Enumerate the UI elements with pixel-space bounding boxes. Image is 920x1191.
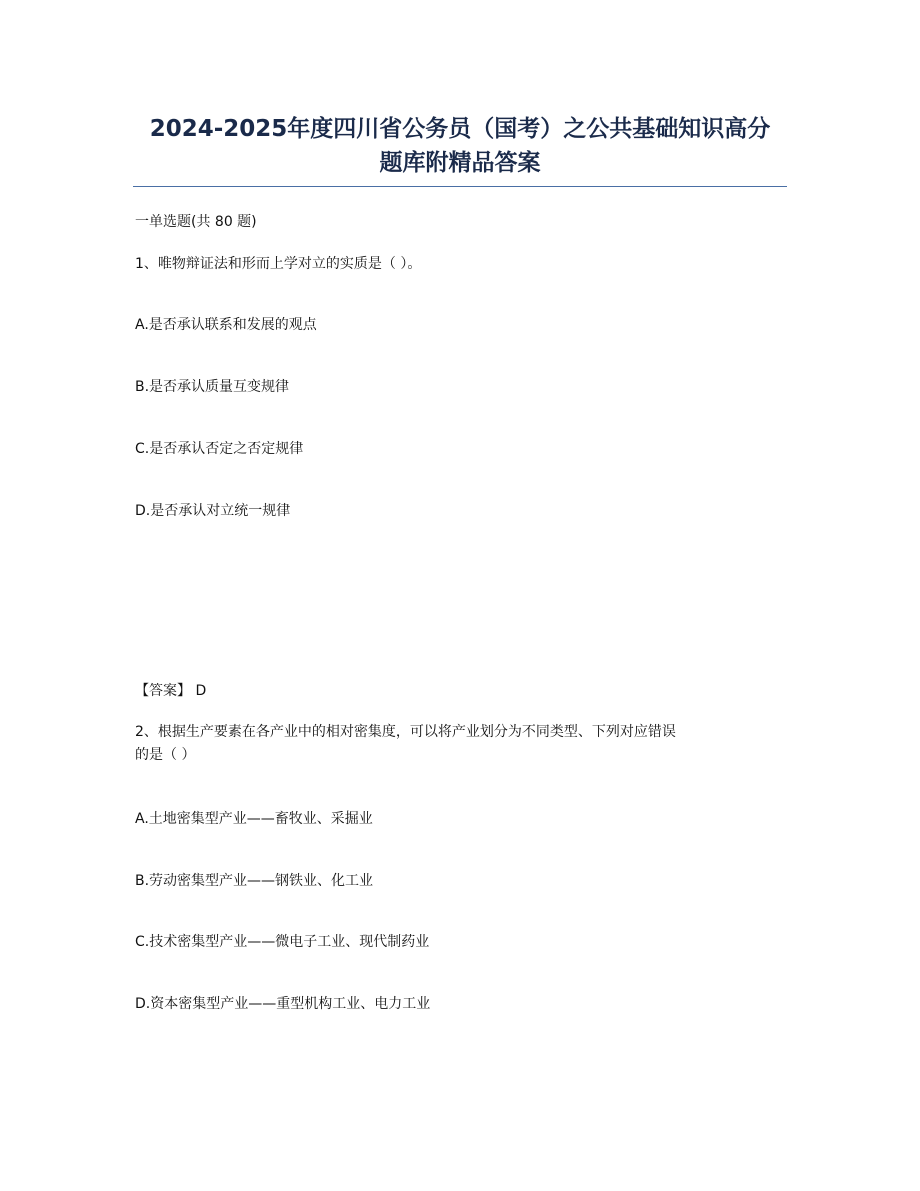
question-2-option-a: A.土地密集型产业——畜牧业、采掘业 xyxy=(135,811,373,827)
section-heading: 一单选题(共 80 题) xyxy=(135,214,257,230)
question-1-option-c: C.是否承认否定之否定规律 xyxy=(135,441,304,457)
question-1-answer: 【答案】 D xyxy=(135,683,207,699)
title-divider xyxy=(133,186,787,187)
question-1-option-a: A.是否承认联系和发展的观点 xyxy=(135,317,317,333)
question-1-option-d: D.是否承认对立统一规律 xyxy=(135,503,291,519)
question-2-option-b: B.劳动密集型产业——钢铁业、化工业 xyxy=(135,873,374,889)
question-1-option-b: B.是否承认质量互变规律 xyxy=(135,379,290,395)
title-line-1: 2024-2025年度四川省公务员（国考）之公共基础知识高分 xyxy=(149,116,771,142)
title-line-2: 题库附精品答案 xyxy=(379,150,541,176)
question-2-stem-line-2: 的是（ ） xyxy=(135,747,196,763)
question-2-stem-line-1: 2、根据生产要素在各产业中的相对密集度，可以将产业划分为不同类型、下列对应错误 xyxy=(135,724,676,740)
question-2-option-d: D.资本密集型产业——重型机构工业、电力工业 xyxy=(135,996,431,1012)
question-1-stem: 1、唯物辩证法和形而上学对立的实质是（ ）。 xyxy=(135,256,422,272)
question-2-option-c: C.技术密集型产业——微电子工业、现代制药业 xyxy=(135,934,430,950)
document-title xyxy=(120,112,800,180)
